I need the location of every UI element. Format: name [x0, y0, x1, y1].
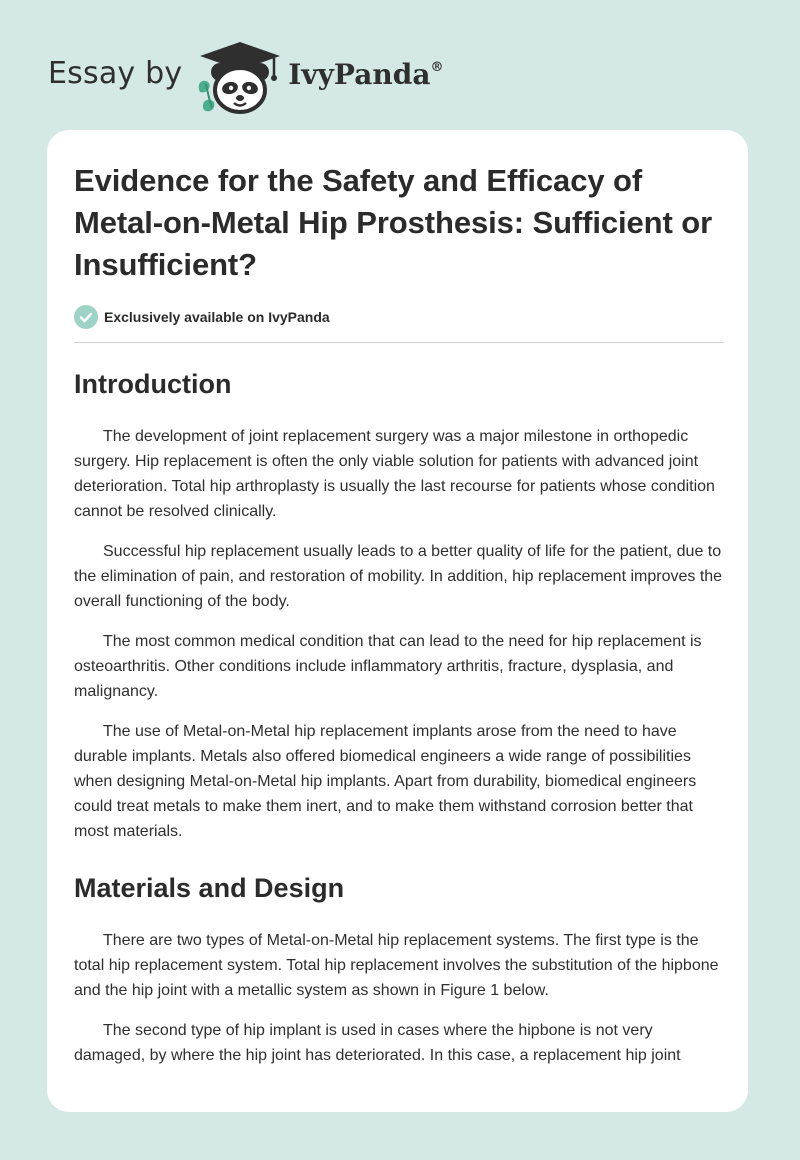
brand-label: IvyPanda	[288, 57, 431, 91]
site-header	[48, 36, 443, 116]
registered-mark: ®	[430, 59, 444, 75]
paragraph: The use of Metal-on-Metal hip replacement implants arose from the need to have durable implants. Metals also offered biomedical engineers a wide range of possibilities when designing Metal-on-Metal hip implants. Apart from durability, biomedical engineers could treat metals to make them inert, and to make them withstand corrosion better that most materials.	[74, 723, 697, 840]
paragraph: The second type of hip implant is used in cases where the hipbone is not very damaged, by where the hip joint has deteriorated. In this case, a replacement hip joint	[74, 1022, 681, 1064]
paragraph: There are two types of Metal-on-Metal hip replacement systems. The first type is the total hip replacement system. Total hip replacement involves the substitution of the hipbone and the hip joint with a metallic system as shown in Figure 1 below.	[74, 932, 719, 999]
section-heading: Introduction	[74, 369, 232, 399]
section-heading: Materials and Design	[74, 873, 345, 903]
article-title: Evidence for the Safety and Efficacy of Metal-on-Metal Hip Prosthesis: Sufficient or Insufficient?	[74, 163, 713, 282]
brand-name[interactable]	[288, 58, 443, 91]
paragraph: Successful hip replacement usually leads to a better quality of life for the patient, due to the elimination of pain, and restoration of mobility. In addition, hip replacement improves the overall functioning of the body.	[74, 543, 723, 610]
check-circle-icon	[74, 305, 98, 329]
exclusive-badge	[74, 305, 724, 329]
article-card	[47, 130, 748, 1112]
paragraph: The most common medical condition that can lead to the need for hip replacement is osteoarthritis. Other conditions include inflammatory arthritis, fracture, dysplasia, and malignancy.	[74, 633, 702, 700]
exclusive-label: Exclusively available on IvyPanda	[104, 309, 330, 325]
essay-by-label: Essay by	[48, 55, 183, 91]
panda-graduation-cap-icon[interactable]	[194, 36, 286, 116]
article-content	[74, 160, 724, 1068]
paragraph: The development of joint replacement surgery was a major milestone in orthopedic surgery. Hip replacement is often the only viable solution for patients with advanced joint deterioration. Total hip arthroplasty is usually the last recourse for patients whose condition cannot be resolved clinically.	[74, 428, 715, 520]
divider	[74, 342, 724, 343]
